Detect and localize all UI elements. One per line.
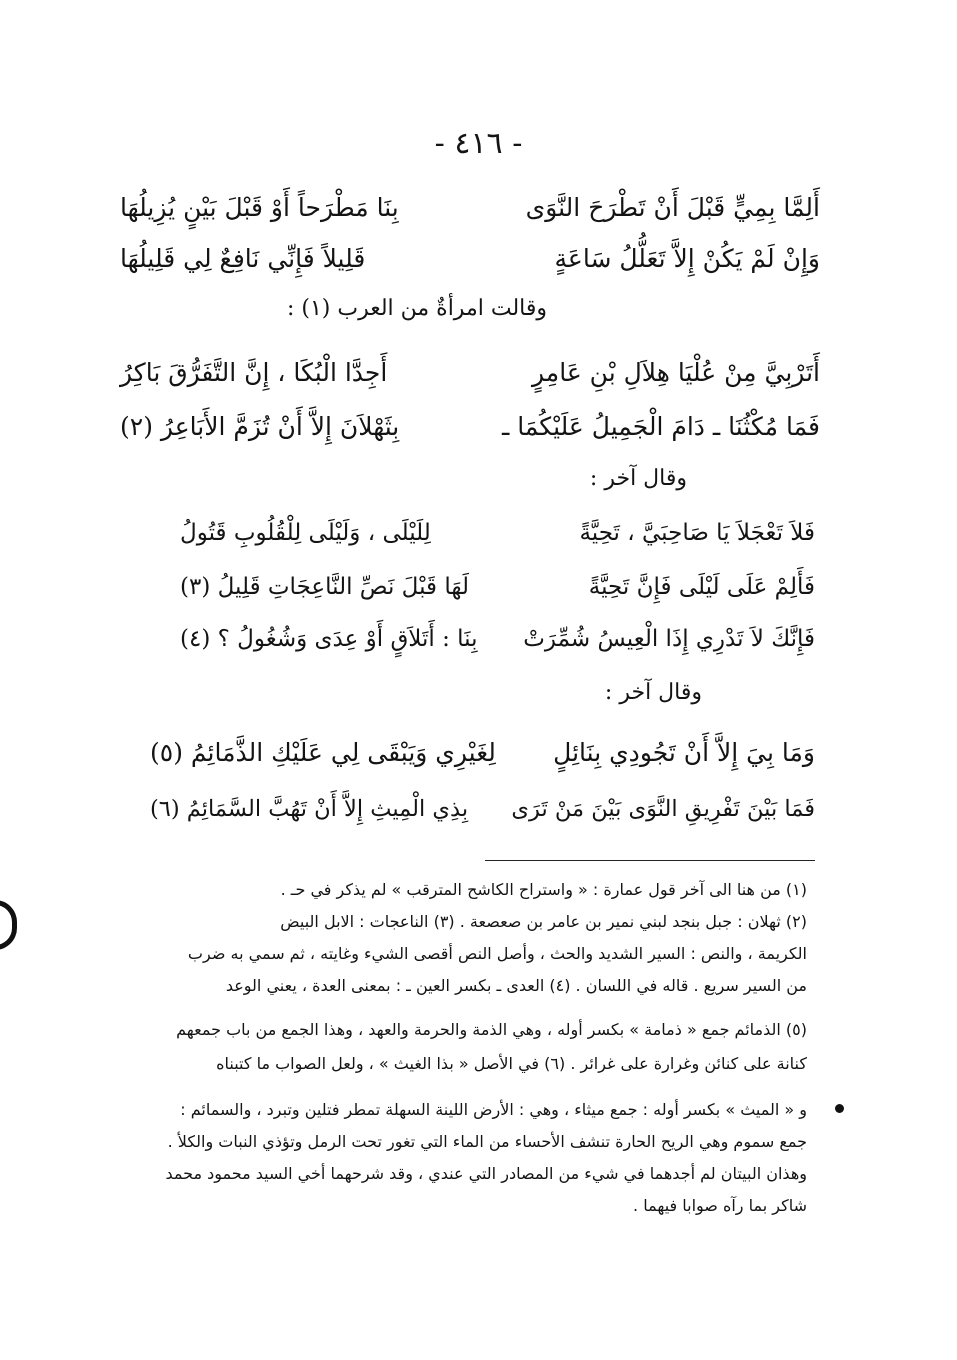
verse-line	[120, 244, 820, 278]
verse-line	[120, 193, 820, 227]
poem-introduction: وقال آخر :	[604, 680, 702, 705]
verse-first-hemistich: فَمَا مُكْثُنَا ـ دَامَ الْجَمِيلُ عَلَيْكُمَا ـ	[501, 412, 820, 441]
footnote-line: جمع سموم وهي الريح الحارة تنشف الأحساء من الماء التي تغور تحت الرمل وتؤذي النبات والكلأ .	[167, 1132, 807, 1151]
verse-first-hemistich: فَأَلِمْ عَلَى لَيْلَى فَإِنَّ تَحِيَّةً	[588, 574, 815, 600]
verse-second-hemistich: بِنَا : أَتَلاَقٍ أَوْ عِدَى وَشُغُولُ ؟ (٤)	[180, 626, 478, 652]
footnote-line: (٥) الذمائم جمع « ذمامة » بكسر أوله ، وهي الذمة والحرمة والعهد ، وهذا الجمع من باب جمعهم	[176, 1020, 807, 1039]
verse-second-hemistich: بِنَا مَطْرَحاً أَوْ قَبْلَ بَيْنٍ يُزِيلُهَا	[120, 193, 399, 222]
verse-second-hemistich: لِلَيْلَى ، وَلَيْلَى لِلْقُلُوبِ قَتُولُ	[180, 520, 431, 546]
verse-first-hemistich: فَإِنَّكَ لاَ تَدْرِي إِذَا الْعِيسُ شُمِّرَتْ	[523, 626, 815, 652]
verse-second-hemistich: لَهَا قَبْلَ نَصِّ النَّاعِجَاتِ قَلِيلُ (٣)	[180, 574, 469, 600]
verse-line	[120, 358, 820, 392]
footnote-line: شاكر بما رآه صوابا فيهما .	[633, 1196, 807, 1215]
bullet-dot	[835, 1104, 844, 1113]
verse-first-hemistich: فَمَا بَيْنَ تَفْرِيقِ النَّوَى بَيْنَ مَنْ تَرَى	[511, 796, 815, 822]
verse-line	[120, 412, 820, 446]
verse-second-hemistich: لِغَيْرِي وَيَبْقَى لِي عَلَيْكِ الذَّمَائِمُ (٥)	[150, 738, 496, 767]
footnote-line: من السير سريع . قاله في اللسان . (٤) العدى ـ بكسر العين ـ : بمعنى العدة ، يعني الوعد	[225, 976, 807, 995]
footnote-line: (٢) ثهلان : جبل بنجد لبني نمير بن عامر بن صعصعة . (٣) الناعجات : الابل البيض	[280, 912, 807, 931]
page-number: - ٤١٦ -	[434, 126, 523, 161]
poem-introduction: وقالت امرأةٌ من العرب (١) :	[286, 296, 547, 321]
footnote-line: وهذان البيتان لم أجدهما في شيء من المصادر التي عندي ، وقد شرحهما أخي السيد محمود محمد	[165, 1164, 807, 1183]
verse-second-hemistich: بِثَهْلاَنَ إِلاَّ أَنْ تُزَمَّ الأَبَاعِرُ (٢)	[120, 412, 400, 441]
footnote-line: كنانة على كنائن وغرارة على غرائر . (٦) في الأصل « بذا الغيث » ، ولعل الصواب ما كتبناه	[216, 1054, 807, 1073]
verse-line	[180, 520, 815, 554]
verse-first-hemistich: وَمَا بِيَ إِلاَّ أَنْ تَجُودِي بِنَائِلٍ	[553, 738, 815, 767]
verse-first-hemistich: أَلِمَّا بِمِيٍّ قَبْلَ أَنْ تَطْرَحَ النَّوَى	[525, 193, 820, 222]
verse-second-hemistich: قَلِيلاً فَإِنِّي نَافِعٌ لِي قَلِيلُهَا	[120, 244, 366, 273]
verse-first-hemistich: فَلاَ تَعْجَلاَ يَا صَاحِبَيَّ ، تَحِيَّةً	[579, 520, 815, 546]
verse-first-hemistich: أَتَرْبِيَّ مِنْ عُلْيَا هِلاَلِ بْنِ عَامِرٍ	[532, 358, 820, 387]
verse-line	[150, 796, 815, 830]
binding-edge-mark	[0, 900, 17, 950]
footnote-line: و « الميث » بكسر أوله : جمع ميثاء ، وهي : الأرض اللينة السهلة تمطر فتلين وتبرد ، والسمائم :	[180, 1100, 807, 1119]
verse-second-hemistich: أَجِدَّا الْبُكَا ، إِنَّ التَّفَرُّقَ بَاكِرُ	[120, 358, 388, 387]
verse-first-hemistich: وَإِنْ لَمْ يَكُنْ إِلاَّ تَعَلُّلُ سَاعَةٍ	[554, 244, 820, 273]
verse-line	[180, 574, 815, 608]
verse-line	[180, 626, 815, 660]
poem-introduction: وقال آخر :	[589, 466, 687, 491]
footnote-line: الكريمة ، والنص : السير الشديد والحث ، وأصل النص أقصى الشيء وغايته ، ثم سمي به ضرب	[187, 944, 807, 963]
verse-line	[150, 738, 815, 772]
verse-second-hemistich: بِذِي الْمِيثِ إِلاَّ أَنْ تَهُبَّ السَّمَائِمُ (٦)	[150, 796, 469, 822]
footnote-line: (١) من هنا الى آخر قول عمارة : « واستراح الكاشح المترقب » لم يذكر في حـ .	[280, 880, 807, 899]
footnote-separator	[485, 860, 815, 861]
